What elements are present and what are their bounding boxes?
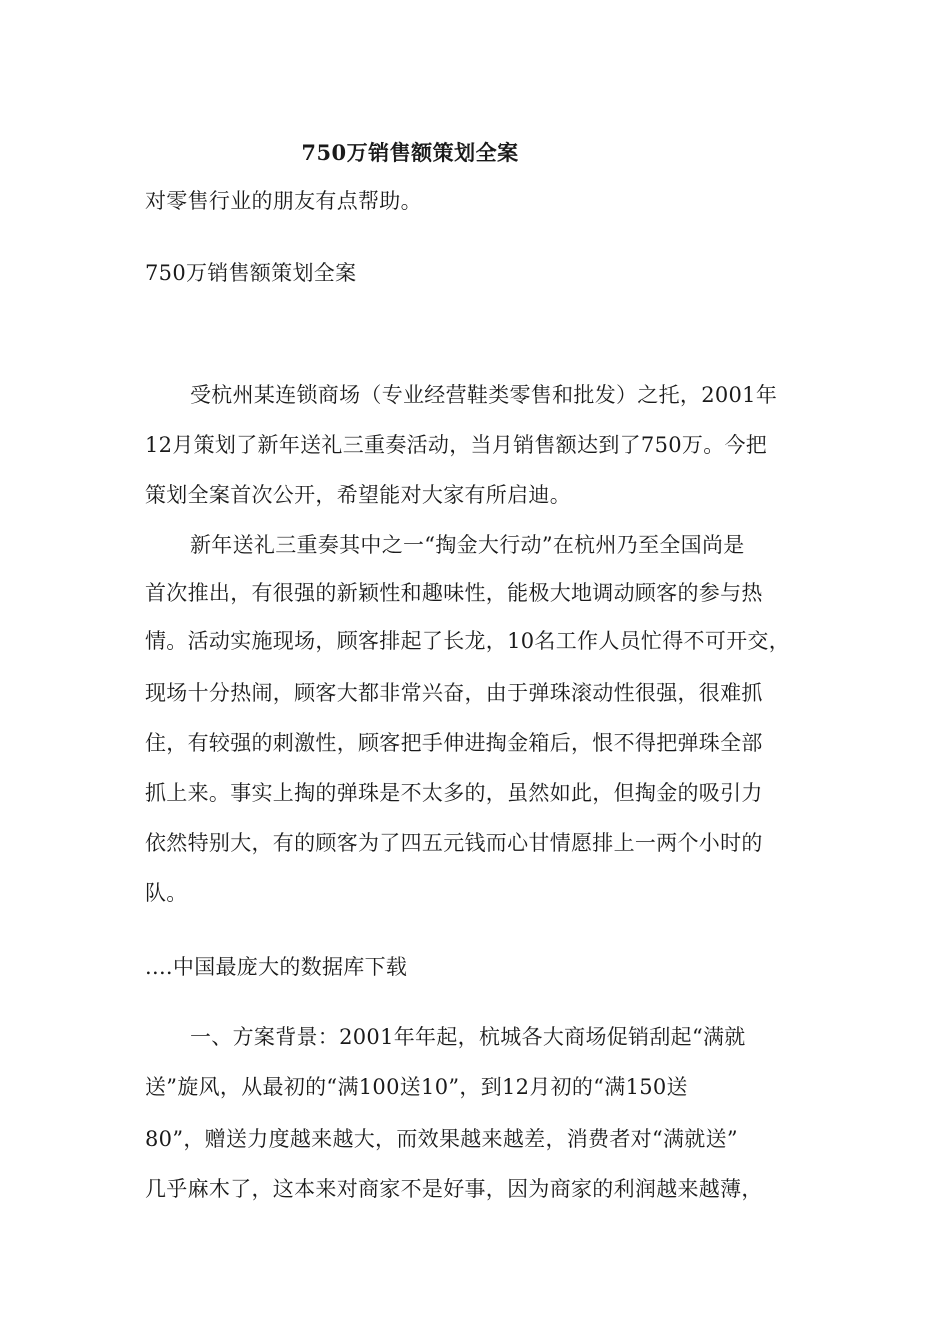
- paragraph-line: 现场十分热闹，顾客大都非常兴奋，由于弹珠滚动性很强，很难抓: [145, 681, 763, 705]
- paragraph-line: 首次推出，有很强的新颖性和趣味性，能极大地调动顾客的参与热: [145, 581, 763, 605]
- document-title: 750万销售额策划全案: [301, 140, 519, 165]
- download-line: ....中国最庞大的数据库下载: [145, 955, 408, 979]
- paragraph-line: 新年送礼三重奏其中之一“掏金大行动”在杭州乃至全国尚是: [190, 533, 745, 557]
- paragraph-line: 队。: [145, 881, 188, 905]
- paragraph-line: 情。活动实施现场，顾客排起了长龙，10名工作人员忙得不可开交，: [145, 629, 791, 653]
- paragraph-line: 策划全案首次公开，希望能对大家有所启迪。: [145, 483, 571, 507]
- paragraph-line: 依然特别大，有的顾客为了四五元钱而心甘情愿排上一两个小时的: [145, 831, 763, 855]
- paragraph-line: 送”旋风，从最初的“满100送10”，到12月初的“满150送: [145, 1075, 688, 1099]
- paragraph-line: 12月策划了新年送礼三重奏活动，当月销售额达到了750万。今把: [145, 433, 768, 457]
- paragraph-line: 80”，赠送力度越来越大，而效果越来越差，消费者对“满就送”: [145, 1127, 738, 1151]
- subtitle-line: 750万销售额策划全案: [145, 261, 357, 285]
- intro-line: 对零售行业的朋友有点帮助。: [145, 189, 422, 213]
- paragraph-line: 住，有较强的刺激性，顾客把手伸进掏金箱后，恨不得把弹珠全部: [145, 731, 763, 755]
- paragraph-line: 受杭州某连锁商场（专业经营鞋类零售和批发）之托，2001年: [190, 383, 778, 407]
- paragraph-line: 几乎麻木了，这本来对商家不是好事，因为商家的利润越来越薄，: [145, 1177, 763, 1201]
- paragraph-line: 抓上来。事实上掏的弹珠是不太多的，虽然如此，但掏金的吸引力: [145, 781, 763, 805]
- paragraph-line: 一、方案背景：2001年年起，杭城各大商场促销刮起“满就: [190, 1025, 746, 1049]
